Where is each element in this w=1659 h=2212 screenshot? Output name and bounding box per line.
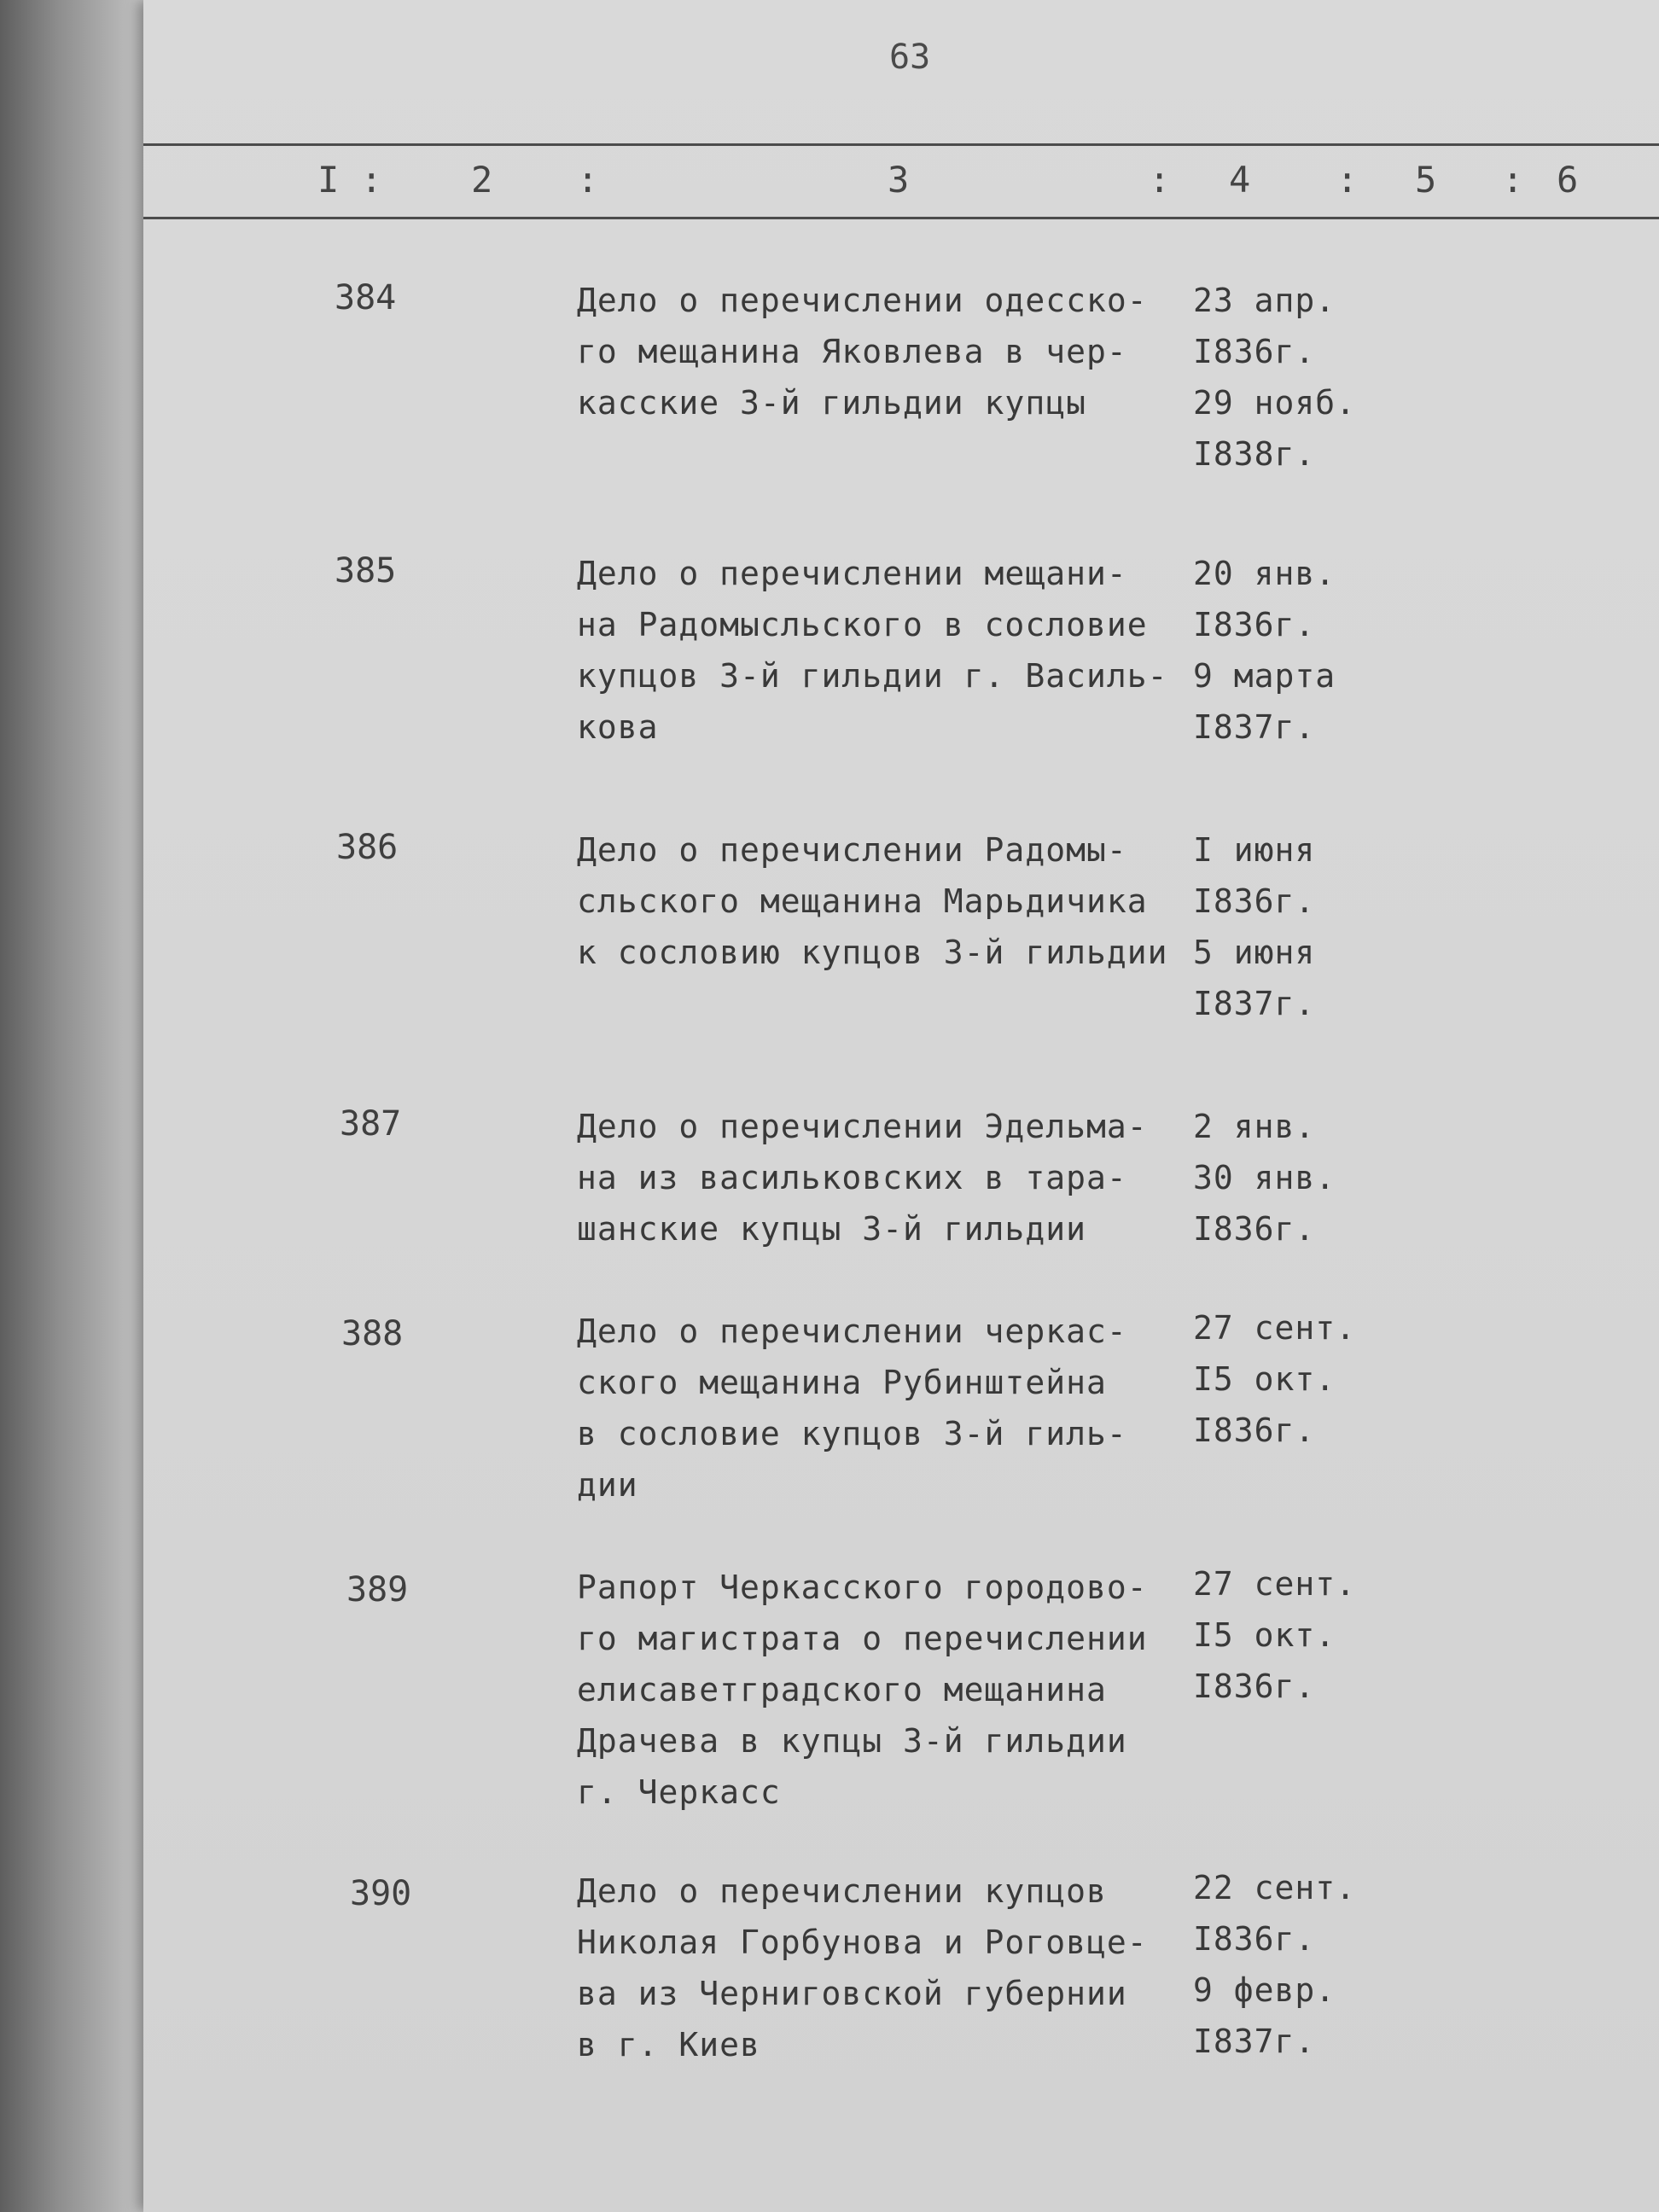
description-line: Дело о перечислении Радомы-	[577, 831, 1127, 869]
description-line: ва из Черниговской губернии	[577, 1975, 1127, 2012]
date-line: 29 нояб.	[1193, 384, 1357, 422]
entry-description	[577, 548, 1167, 753]
description-line: елисаветградского мещанина	[577, 1671, 1107, 1708]
date-line: I837г.	[1193, 985, 1316, 1022]
date-line: 20 янв.	[1193, 555, 1336, 592]
date-line: I837г.	[1193, 2023, 1316, 2060]
entry-description	[577, 1101, 1148, 1254]
date-line: I5 окт.	[1193, 1360, 1336, 1398]
description-line: кова	[577, 708, 659, 746]
description-line: к сословию купцов 3-й гильдии	[577, 934, 1168, 971]
date-line: 9 февр.	[1193, 1971, 1336, 2009]
description-line: Дело о перечислении купцов	[577, 1872, 1107, 1910]
entry-number: 384	[335, 278, 397, 317]
entry-number: 389	[346, 1570, 409, 1610]
description-line: Николая Горбунова и Роговце-	[577, 1924, 1148, 1961]
entry-dates	[1193, 548, 1336, 753]
description-line: ского мещанина Рубинштейна	[577, 1364, 1107, 1401]
entry-number: 390	[350, 1874, 412, 1913]
description-line: Драчева в купцы 3-й гильдии	[577, 1722, 1127, 1760]
entry-dates	[1193, 1862, 1356, 2067]
date-line: I5 окт.	[1193, 1616, 1336, 1654]
date-line: I836г.	[1193, 1920, 1316, 1958]
header-rule-top	[143, 143, 1659, 146]
date-line: I836г.	[1193, 1412, 1316, 1449]
column-separator: :	[1149, 159, 1171, 201]
description-line: купцов 3-й гильдии г. Василь-	[577, 657, 1168, 695]
date-line: 27 сент.	[1193, 1565, 1357, 1603]
date-line: I836г.	[1193, 1210, 1316, 1248]
header-rule-bottom	[143, 217, 1659, 219]
date-line: 2 янв.	[1193, 1108, 1316, 1145]
column-header-4: 4	[1229, 159, 1251, 201]
entry-dates	[1193, 1558, 1356, 1712]
description-line: Дело о перечислении мещани-	[577, 555, 1127, 592]
description-line: Рапорт Черкасского городово-	[577, 1569, 1148, 1606]
entry-dates	[1193, 275, 1356, 480]
entry-dates	[1193, 824, 1315, 1029]
description-line: на Радомысльского в сословие	[577, 606, 1148, 643]
description-line: в г. Киев	[577, 2026, 760, 2064]
column-header-5: 5	[1415, 159, 1437, 201]
description-line: в сословие купцов 3-й гиль-	[577, 1415, 1127, 1452]
column-header-1: I :	[317, 159, 382, 201]
description-line: го мещанина Яковлева в чер-	[577, 333, 1127, 370]
entry-dates	[1193, 1302, 1356, 1456]
description-line: г. Черкасс	[577, 1773, 781, 1811]
description-line: шанские купцы 3-й гильдии	[577, 1210, 1086, 1248]
entry-description	[577, 824, 1167, 978]
description-line: Дело о перечислении одесско-	[577, 282, 1148, 319]
date-line: 22 сент.	[1193, 1869, 1357, 1906]
date-line: 30 янв.	[1193, 1159, 1336, 1196]
entry-number: 388	[341, 1314, 404, 1353]
entry-number: 386	[336, 828, 399, 867]
description-line: Дело о перечислении Эдельма-	[577, 1108, 1148, 1145]
date-line: 27 сент.	[1193, 1309, 1357, 1347]
description-line: Дело о перечислении черкас-	[577, 1313, 1127, 1350]
entry-description	[577, 1562, 1148, 1818]
date-line: I837г.	[1193, 708, 1316, 746]
entry-description	[577, 275, 1148, 428]
entry-description	[577, 1866, 1148, 2070]
date-line: 5 июня	[1193, 934, 1316, 971]
description-line: го магистрата о перечислении	[577, 1620, 1148, 1657]
date-line: 23 апр.	[1193, 282, 1336, 319]
description-line: дии	[577, 1466, 638, 1504]
entry-description	[577, 1306, 1127, 1511]
page-number: 63	[889, 38, 931, 77]
date-line: I июня	[1193, 831, 1316, 869]
column-separator: :	[1502, 159, 1524, 201]
description-line: сльского мещанина Марьдичика	[577, 882, 1148, 920]
entry-number: 385	[335, 551, 397, 591]
date-line: I838г.	[1193, 435, 1316, 473]
entry-dates	[1193, 1101, 1336, 1254]
date-line: I836г.	[1193, 1668, 1316, 1705]
date-line: I836г.	[1193, 333, 1316, 370]
column-separator: :	[577, 159, 599, 201]
date-line: I836г.	[1193, 606, 1316, 643]
column-header-6: 6	[1557, 159, 1579, 201]
description-line: на из васильковских в тара-	[577, 1159, 1127, 1196]
date-line: I836г.	[1193, 882, 1316, 920]
description-line: касские 3-й гильдии купцы	[577, 384, 1086, 422]
entry-number: 387	[340, 1104, 402, 1144]
date-line: 9 марта	[1193, 657, 1336, 695]
column-header-2: 2	[471, 159, 493, 201]
column-header-3: 3	[888, 159, 910, 201]
column-separator: :	[1336, 159, 1359, 201]
